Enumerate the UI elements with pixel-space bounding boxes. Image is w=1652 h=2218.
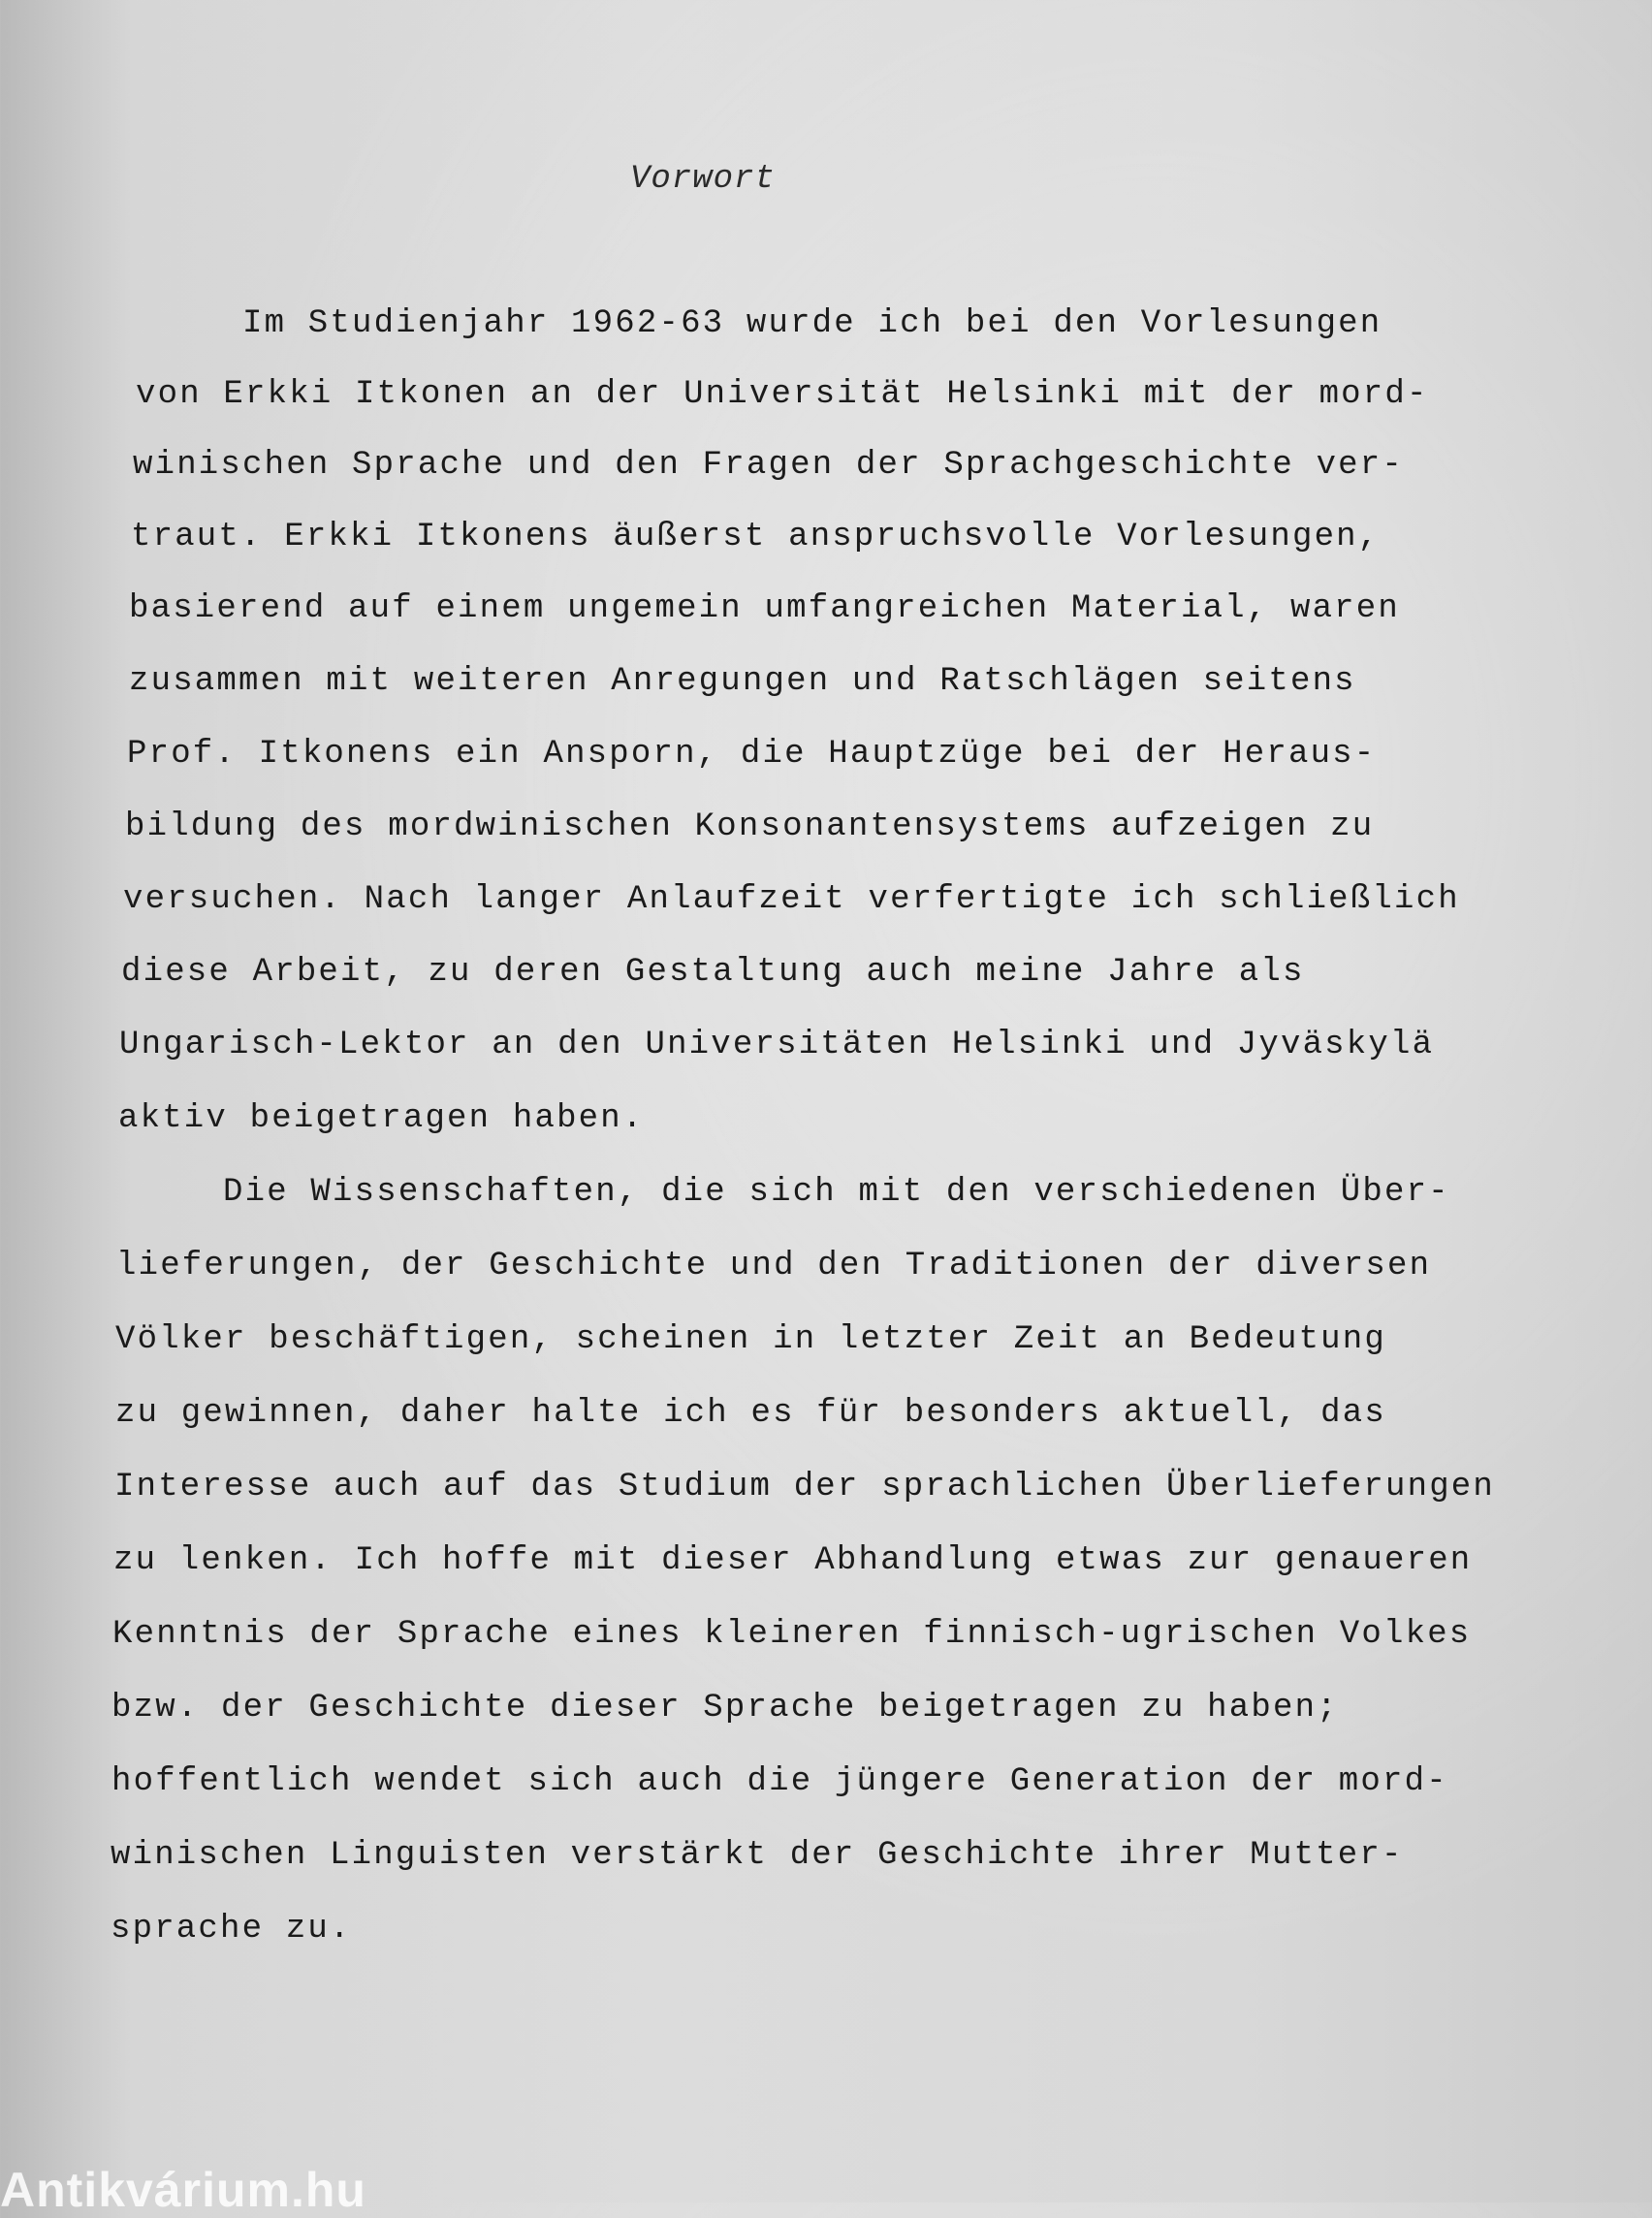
text-line-14: lieferungen, der Geschichte und den Traditionen der diversen	[116, 1248, 1432, 1284]
text-line-3: winischen Sprache und den Fragen der Sprachgeschichte ver-	[133, 447, 1404, 484]
text-line-8: bildung des mordwinischen Konsonantensystems aufzeigen zu	[125, 808, 1375, 845]
text-line-12: aktiv beigetragen haben.	[118, 1100, 645, 1137]
text-line-13: Die Wissenschaften, die sich mit den verschiedenen Über-	[223, 1174, 1450, 1211]
page-title: Vorwort	[630, 161, 776, 198]
text-line-6: zusammen mit weiteren Anregungen und Ratschlägen seitens	[129, 663, 1356, 700]
text-line-21: hoffentlich wendet sich auch die jüngere Generation der mord-	[111, 1763, 1448, 1800]
text-line-20: bzw. der Geschichte dieser Sprache beigetragen zu haben;	[111, 1690, 1339, 1727]
text-line-18: zu lenken. Ich hoffe mit dieser Abhandlung etwas zur genaueren	[113, 1542, 1473, 1579]
text-line-2: von Erkki Itkonen an der Universität Helsinki mit der mord-	[136, 376, 1429, 413]
text-line-16: zu gewinnen, daher halte ich es für besonders aktuell, das	[115, 1395, 1386, 1432]
text-line-15: Völker beschäftigen, scheinen in letzter Zeit an Bedeutung	[115, 1321, 1386, 1358]
text-line-19: Kenntnis der Sprache eines kleineren finnisch-ugrischen Volkes	[112, 1616, 1472, 1653]
text-line-1: Im Studienjahr 1962-63 wurde ich bei den Vorlesungen	[242, 305, 1382, 342]
text-line-9: versuchen. Nach langer Anlaufzeit verfertigte ich schließlich	[123, 881, 1460, 918]
text-line-17: Interesse auch auf das Studium der sprachlichen Überlieferungen	[114, 1469, 1496, 1505]
text-line-11: Ungarisch-Lektor an den Universitäten Helsinki und Jyväskylä	[119, 1027, 1435, 1063]
watermark-text: Antikvárium.hu	[0, 2163, 366, 2217]
text-line-7: Prof. Itkonens ein Ansporn, die Hauptzüge bei der Heraus-	[127, 736, 1377, 773]
text-line-23: sprache zu.	[111, 1911, 352, 1948]
text-line-5: basierend auf einem ungemein umfangreichen Material, waren	[129, 590, 1400, 627]
text-line-22: winischen Linguisten verstärkt der Geschichte ihrer Mutter-	[111, 1837, 1404, 1874]
text-line-10: diese Arbeit, zu deren Gestaltung auch meine Jahre als	[121, 954, 1305, 991]
text-line-4: traut. Erkki Itkonens äußerst anspruchsvolle Vorlesungen,	[131, 519, 1381, 555]
